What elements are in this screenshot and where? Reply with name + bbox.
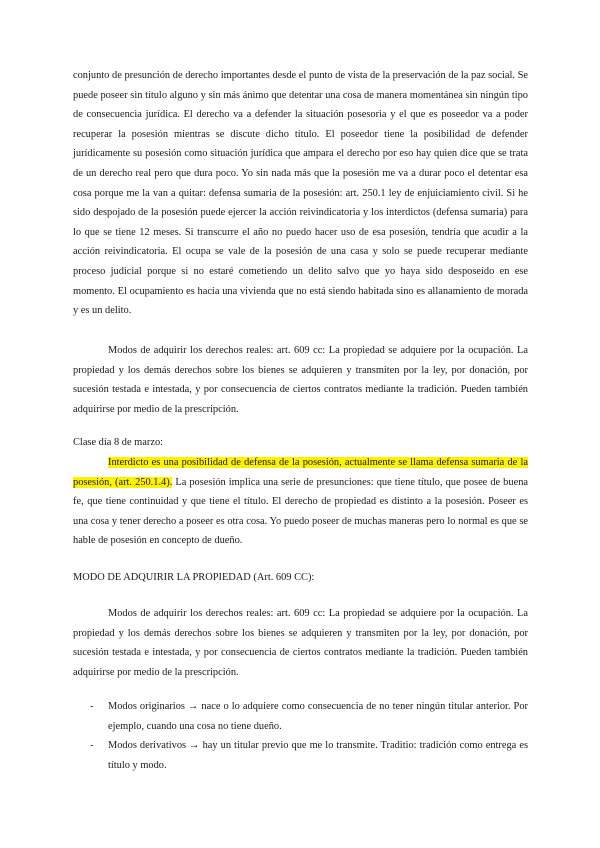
paragraph-interdicto xyxy=(73,453,528,551)
paragraph-text: Modos de adquirir los derechos reales: art. 609 cc: La propiedad se adquiere por la ocupación. La propiedad y los demás derechos sobre los bienes se adquieren y transmiten por la ley, por donación, por sucesión testada e intestada, y por consecuencia de ciertos contratos mediante la tradición. Pueden también adquirirse por medio de la prescripción. xyxy=(73,345,528,415)
class-heading-text: Clase día 8 de marzo: xyxy=(73,437,164,448)
paragraph-rest-text: La posesión implica una serie de presunciones: que tiene título, que posee de buena fe, que tiene continuidad y que tiene el título. El derecho de propiedad es distinto a la posesión. Poseer es una cosa y tener derecho a poseer es otra cosa. Yo puedo poseer de muchas maneras pero lo normal es que se hable de posesión en concepto de dueño. xyxy=(73,476,528,547)
paragraph-text: conjunto de presunción de derecho importantes desde el punto de vista de la preservación de la paz social. Se puede poseer sin título alguno y sin más ánimo que detentar una cosa de manera momentánea sin ningún tipo de consecuencia jurídica. El derecho va a defender la situación posesoria y el que es poseedor va a poder recuperar la posesión mientras se discute dicho título. El poseedor tiene la posibilidad de defender jurídicamente su posesión como situación jurídica que ampara el derecho por eso hay quien dice que se trata de un derecho real pero que dura poco. Yo sin nada más que la posesión me va a durar poco el detentar esa cosa porque me la van a quitar: defensa sumaria de la posesión: art. 250.1 ley de enjuiciamiento civil. Si he sido despojado de la posesión puede ejercer la acción reivindicatoria y los interdictos (defensa sumaria) para lo que se tiene 12 meses. Si transcurre el año no puedo hacer uso de esa posesión, tendría que acudir a la acción reivindicatoria. El ocupa se vale de la posesión de una casa y solo se puede recuperar mediante proceso judicial porque si no estaré cometiendo un delito salvo que yo haya sido desposeído en ese momento. El ocupamiento es hacia una vivienda que no está siendo habitada sino es allanamiento de morada y es un delito. xyxy=(73,70,528,317)
section-title-text: MODO DE ADQUIRIR LA PROPIEDAD (Art. 609 CC): xyxy=(73,572,315,583)
paragraph-modes-acquisition xyxy=(73,341,528,419)
list-item-text: Modos originarios → nace o lo adquiere como consecuencia de no tener ningún titular anterior. Por ejemplo, cuando una cosa no tiene dueño. xyxy=(108,701,528,732)
modes-list xyxy=(73,697,528,775)
class-heading xyxy=(73,433,528,453)
highlighted-text: Interdicto es una posibilidad de defensa de la posesión, actualmente se llama defensa sumaria de la posesión, (art. 250.1.4). xyxy=(73,457,528,488)
paragraph-modes-acquisition-repeat xyxy=(73,604,528,682)
paragraph-text: Modos de adquirir los derechos reales: art. 609 cc: La propiedad se adquiere por la ocupación. La propiedad y los demás derechos sobre los bienes se adquieren y transmiten por la ley, por donación, por sucesión testada e intestada, y por consecuencia de ciertos contratos mediante la tradición. Pueden también adquirirse por medio de la prescripción. xyxy=(73,608,528,678)
list-item xyxy=(73,736,528,775)
section-title xyxy=(73,568,528,588)
list-item-text: Modos derivativos → hay un titular previo que me lo transmite. Traditio: tradición como entrega es título y modo. xyxy=(108,740,528,771)
bullet-marker: - xyxy=(90,740,94,752)
paragraph-text xyxy=(73,453,528,551)
paragraph-possession xyxy=(73,66,528,321)
bullet-marker: - xyxy=(90,701,94,712)
list-item xyxy=(73,697,528,736)
